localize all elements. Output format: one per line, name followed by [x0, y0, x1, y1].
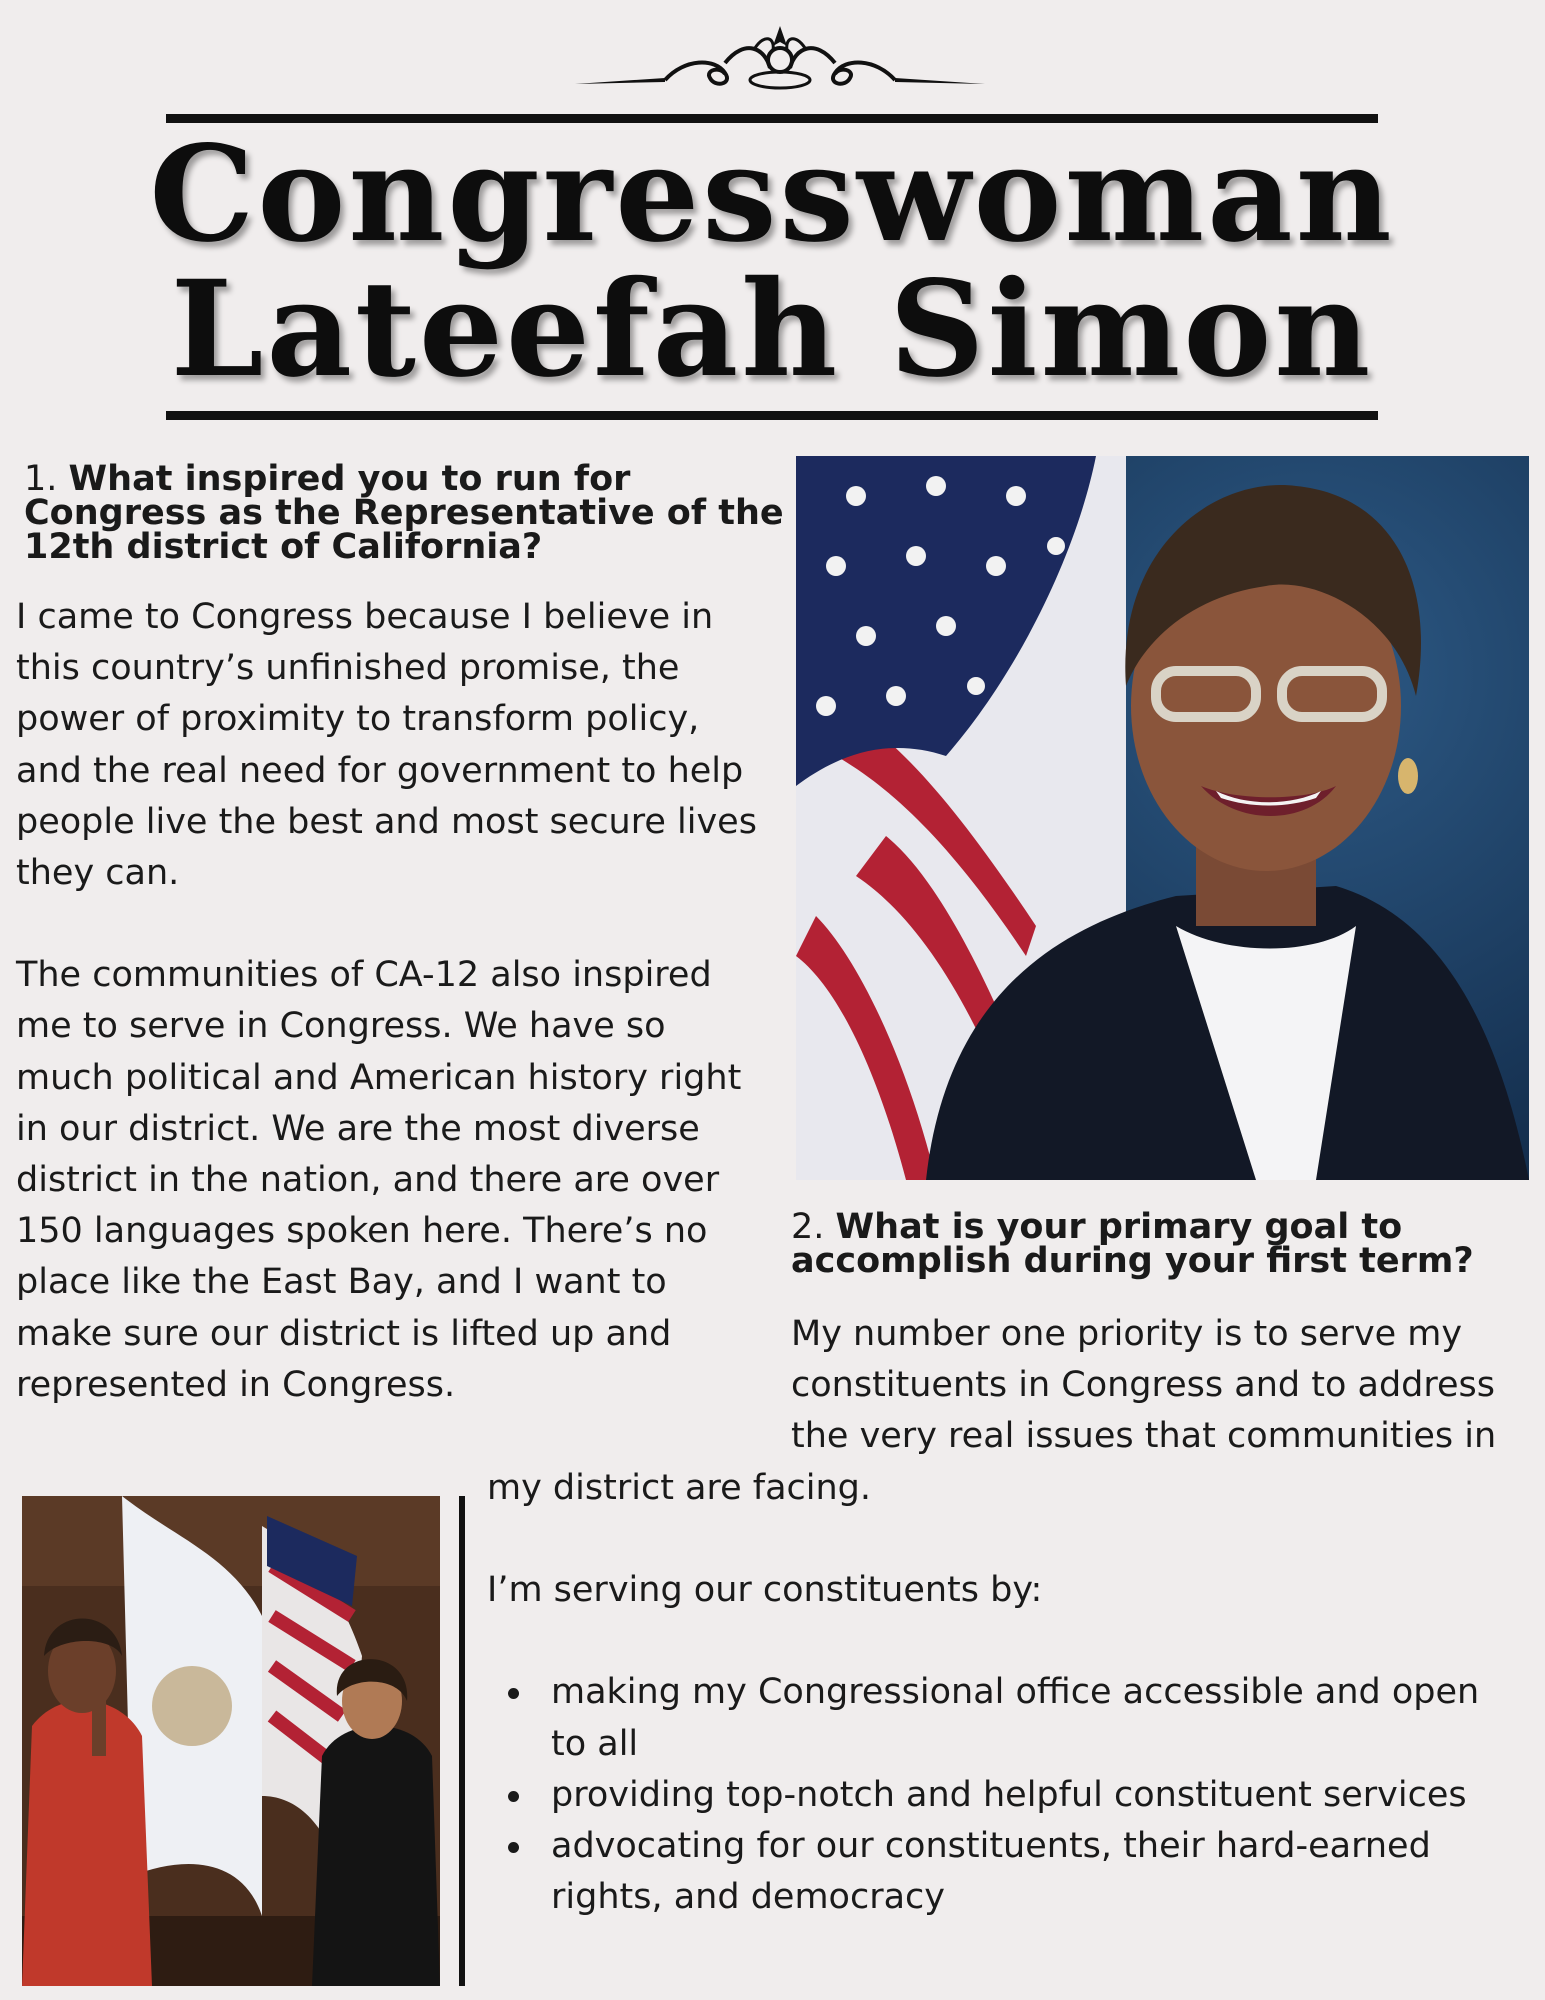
answer-1-line: district in the nation, and there are over [16, 1160, 720, 1201]
portrait-photo [796, 456, 1529, 1180]
answer-2-right [791, 1309, 1496, 1463]
question-1-heading [24, 459, 784, 567]
answer-1-line: 150 languages spoken here. There’s no [16, 1211, 708, 1252]
masthead-title [149, 110, 1395, 415]
masthead-line-1: Congresswoman [149, 116, 1395, 272]
answer-1-line: me to serve in Congress. We have so [16, 1006, 666, 1047]
list-item: providing top-notch and helpful constituent services [487, 1770, 1479, 1821]
question-1-text: What inspired you to run for Congress as the Representative of the 12th district of California? [24, 459, 784, 567]
answer-1-line: much political and American history right [16, 1057, 742, 1098]
answer-2-intro: I’m serving our constituents by: [487, 1570, 1043, 1611]
question-1-number: 1. [24, 459, 58, 499]
answer-1-line: make sure our district is lifted up and [16, 1313, 672, 1354]
question-2-heading [791, 1207, 1531, 1281]
swearing-in-photo [22, 1496, 440, 1986]
answer-1-line: place like the East Bay, and I want to [16, 1262, 667, 1303]
goals-list [487, 1667, 1479, 1923]
answer-1-line: this country’s unfinished promise, the [16, 648, 680, 689]
answer-1-line: power of proximity to transform policy, [16, 699, 700, 740]
masthead-line-2: Lateefah Simon [170, 251, 1374, 407]
answer-2-line: constituents in Congress and to address [791, 1365, 1495, 1406]
question-2-text: What is your primary goal to accomplish during your first term? [791, 1207, 1474, 1281]
masthead-bottom-rule [166, 411, 1378, 420]
answer-1 [16, 592, 757, 1411]
answer-1-line: The communities of CA-12 also inspired [16, 955, 712, 996]
answer-1-line: represented in Congress. [16, 1364, 456, 1405]
answer-1-line: and the real need for government to help [16, 750, 744, 791]
ornament-flourish-icon [575, 18, 985, 94]
answer-1-line: I came to Congress because I believe in [16, 597, 714, 637]
portrait-illustration [796, 456, 1529, 1180]
answer-2-line: My number one priority is to serve my [791, 1314, 1463, 1354]
question-2-number: 2. [791, 1207, 825, 1247]
answer-2-line: my district are facing. [487, 1468, 872, 1508]
column-divider [459, 1496, 465, 1986]
list-item: making my Congressional office accessible and open to all [487, 1667, 1479, 1769]
answer-1-line: in our district. We are the most diverse [16, 1108, 700, 1149]
answer-2-continued [487, 1463, 1479, 1923]
list-item: advocating for our constituents, their hard-earned rights, and democracy [487, 1821, 1479, 1923]
swearing-in-illustration [22, 1496, 440, 1986]
answer-1-line: they can. [16, 853, 180, 894]
answer-1-line: people live the best and most secure lives [16, 801, 757, 842]
answer-2-line: the very real issues that communities in [791, 1416, 1497, 1457]
